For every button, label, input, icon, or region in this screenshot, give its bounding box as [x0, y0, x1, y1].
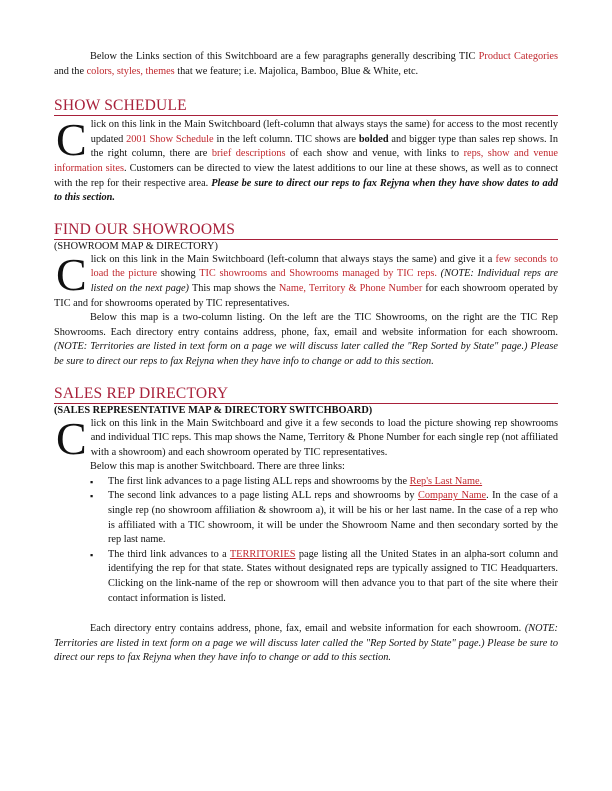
- showrooms-listing-paragraph: Below this map is a two-column listing. On the left are the TIC Showrooms, on the right are the TIC Rep Showrooms. Each directory entry contains address, phone, fax, email and website information for each showroom. (NOTE: Territories are listed in text form on a page we will discuss later called the "Rep Sorted by State" page.) Please be sure to direct our reps to fax Rejyna when they have info to change or add to this section.: [54, 312, 558, 367]
- reps-show-venue-link[interactable]: reps, show and venue information sites: [54, 148, 558, 174]
- name-territory-phone-link[interactable]: Name, Territory & Phone Number: [278, 282, 423, 294]
- drop-cap: C: [56, 248, 87, 300]
- reps-last-name-link[interactable]: Rep's Last Name.: [409, 475, 483, 487]
- tic-showrooms-link[interactable]: TIC showrooms and Showrooms managed by TIC reps.: [199, 268, 437, 280]
- intro-text: that we feature; i.e. Majolica, Bamboo, Blue & White, etc.: [174, 65, 419, 77]
- showrooms-paragraph: Click on this link in the Main Switchboard (left-column that always stays the same) and give it a few seconds to load the picture showing TIC showrooms and Showrooms managed by TIC reps. (NOTE: Individual reps are listed on the next page) This map shows the Name, Territory & Phone Number for each showroom operated by TIC and for showrooms operated by TIC representatives.: [54, 248, 559, 309]
- product-categories-link[interactable]: Product Categories: [478, 51, 559, 62]
- list-item: ▪ The third link advances to a TERRITORIES page listing all the United States in an alpha-sort column and identifying the rep for that state. States without designated reps are typically assigned to TIC Headquarters. Clicking on the link-name of the rep or showroom will then advance you to that part of the site where their contact information is listed.: [108, 548, 558, 606]
- showrooms-subtitle: (SHOWROOM MAP & DIRECTORY): [54, 240, 218, 252]
- sales-rep-subtitle: (SALES REPRESENTATIVE MAP & DIRECTORY SWITCHBOARD): [54, 404, 373, 416]
- intro-text: and the: [54, 65, 87, 77]
- document-page: [54, 50, 558, 666]
- directory-entry-paragraph: Each directory entry contains address, phone, fax, email and website information for each showroom. (NOTE: Territories are listed in text form on a page we will discuss later called the "Rep Sorted by State" page.) Please be sure to direct our reps to fax Rejyna when they have info to change or add to this section.: [54, 623, 558, 664]
- load-picture-link[interactable]: few seconds to load the picture: [90, 253, 559, 280]
- brief-descriptions-link[interactable]: brief descriptions: [211, 148, 286, 160]
- territories-link[interactable]: TERRITORIES: [229, 548, 296, 560]
- company-name-link[interactable]: Company Name: [418, 490, 487, 502]
- colors-styles-themes-link[interactable]: colors, styles, themes: [86, 65, 175, 77]
- sales-rep-heading: SALES REP DIRECTORY: [54, 385, 558, 404]
- show-schedule-paragraph: Click on this link in the Main Switchboard (left-column that always stays the same) for access to the most recently updated 2001 Show Schedule in the left column. TIC shows are bolded and bigger type than sales rep shows. In the right column, there are brief descriptions of each show and venue, with links to reps, show and venue information sites. Customers can be directed to view the latest additions to our line at these shows, as well as to connect with the rep for their respective area. Please be sure to direct our reps to fax Rejyna when they have show dates to add to this section.: [54, 114, 558, 204]
- intro-paragraph: [54, 50, 558, 79]
- switchboard-links-list: [54, 475, 558, 606]
- drop-cap: C: [56, 114, 87, 166]
- show-schedule-link[interactable]: 2001 Show Schedule: [126, 133, 214, 145]
- list-item: ▪ The second link advances to a page listing ALL reps and showrooms by Company Name. In the case of a single rep (no showroom affiliation & showroom a), it will be his or her last name. In the case of a rep who is affiliated with a TIC showroom, it will be under the Showroom Name and then secondary sorted by the rep last name.: [108, 489, 558, 547]
- switchboard-intro: Below this map is another Switchboard. There are three links:: [90, 461, 345, 473]
- fax-note: Please be sure to direct our reps to fax Rejyna when they have show dates to add to this section.: [54, 177, 558, 204]
- find-showrooms-heading: FIND OUR SHOWROOMS: [54, 221, 558, 240]
- intro-text: Below the Links section of this Switchboard are a few paragraphs generally describing TIC: [90, 51, 479, 62]
- sales-rep-paragraph: Click on this link in the Main Switchboard and give it a few seconds to load the picture showing rep showrooms and individual TIC reps. This map shows the Name, Territory & Phone Number for each single rep (not affiliated with a showroom) and each showroom operated by TIC representatives.: [56, 412, 558, 464]
- list-item: ▪ The first link advances to a page listing ALL reps and showrooms by the Rep's Last Name.: [108, 475, 558, 490]
- drop-cap: C: [56, 412, 87, 464]
- show-schedule-heading: SHOW SCHEDULE: [54, 97, 558, 116]
